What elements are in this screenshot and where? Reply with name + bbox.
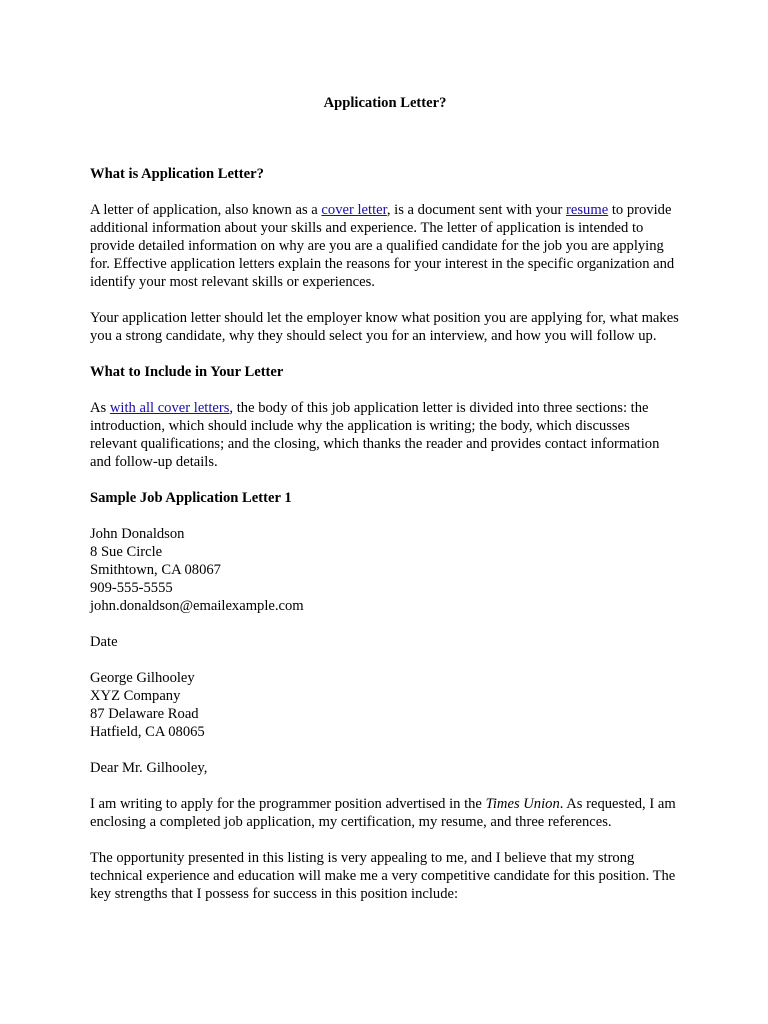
paragraph-purpose: Your application letter should let the employer know what position you are applying for, what makes you a strong candidate, why they should select you for an interview, and how you will follow up. <box>90 310 679 344</box>
resume-link[interactable]: resume <box>566 202 609 218</box>
recipient-company: XYZ Company <box>90 688 181 704</box>
paragraph-text: . As requested, I am enclosing a completed job application, my certification, my resume, and three references. <box>90 796 676 830</box>
heading-sample-letter: Sample Job Application Letter 1 <box>90 490 292 506</box>
letter-body-paragraph-1 <box>90 795 680 831</box>
sender-address <box>90 525 680 615</box>
document-content <box>90 94 680 903</box>
document-title: Application Letter? <box>323 95 447 111</box>
heading-what-is-application-letter: What is Application Letter? <box>90 166 264 182</box>
paragraph-text: As <box>90 400 110 416</box>
sender-name: John Donaldson <box>90 526 185 542</box>
sender-email: john.donaldson@emailexample.com <box>90 598 304 614</box>
sender-city: Smithtown, CA 08067 <box>90 562 221 578</box>
paragraph-text: , is a document sent with your <box>386 202 567 218</box>
letter-date: Date <box>90 634 118 650</box>
recipient-name: George Gilhooley <box>90 670 195 686</box>
all-cover-letters-link[interactable]: with all cover letters <box>109 400 230 416</box>
paragraph-sections <box>90 399 680 471</box>
recipient-street: 87 Delaware Road <box>90 706 199 722</box>
paragraph-definition <box>90 201 680 291</box>
cover-letter-link[interactable]: cover letter <box>321 202 387 218</box>
paragraph-text: A letter of application, also known as a <box>90 202 322 218</box>
newspaper-name: Times Union <box>485 796 560 812</box>
paragraph-text: to provide additional information about your skills and experience. The letter of application is intended to provide detailed information on why are you are a qualified candidate for the job you are applying for. Effective application letters explain the reasons for your interest in the specific organization and identify your most relevant skills or experiences. <box>90 202 675 290</box>
paragraph-text: I am writing to apply for the programmer position advertised in the <box>90 796 486 812</box>
recipient-city: Hatfield, CA 08065 <box>90 724 205 740</box>
heading-what-to-include: What to Include in Your Letter <box>90 364 284 380</box>
recipient-address <box>90 669 680 741</box>
salutation: Dear Mr. Gilhooley, <box>90 760 208 776</box>
sender-phone: 909-555-5555 <box>90 580 173 596</box>
letter-body-paragraph-2: The opportunity presented in this listing is very appealing to me, and I believe that my strong technical experience and education will make me a very competitive candidate for this position. The key strengths that I possess for success in this position include: <box>90 850 676 902</box>
sender-street: 8 Sue Circle <box>90 544 163 560</box>
paragraph-text: , the body of this job application letter is divided into three sections: the introduction, which should include why the application is writing; the body, which discusses relevant qualifications; and the closing, which thanks the reader and provides contact information and follow-up details. <box>90 400 660 470</box>
